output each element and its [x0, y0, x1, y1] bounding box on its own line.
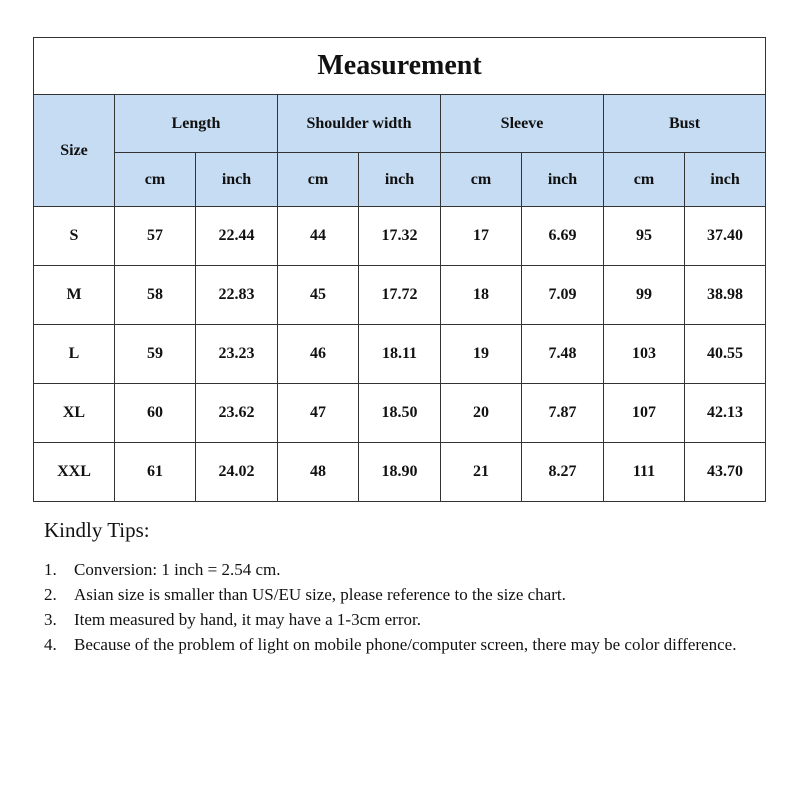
table-title: Measurement — [34, 38, 766, 95]
tips-title: Kindly Tips: — [44, 518, 150, 542]
value-cell: 57 — [115, 207, 196, 266]
value-cell: 7.09 — [522, 266, 604, 325]
shoulder-width-header: Shoulder width — [278, 95, 441, 153]
value-cell: 107 — [604, 384, 685, 443]
value-cell: 99 — [604, 266, 685, 325]
tip-item — [44, 557, 764, 582]
value-cell: 19 — [441, 325, 522, 384]
value-cell: 8.27 — [522, 443, 604, 502]
value-cell: 46 — [278, 325, 359, 384]
sleeve-header: Sleeve — [441, 95, 604, 153]
size-header: Size — [34, 95, 115, 207]
tip-text: Conversion: 1 inch = 2.54 cm. — [74, 560, 281, 579]
unit-header-inch: inch — [685, 153, 766, 207]
value-cell: 45 — [278, 266, 359, 325]
unit-header-cm: cm — [278, 153, 359, 207]
value-cell: 42.13 — [685, 384, 766, 443]
value-cell: 61 — [115, 443, 196, 502]
value-cell: 7.87 — [522, 384, 604, 443]
value-cell: 47 — [278, 384, 359, 443]
size-cell: S — [34, 207, 115, 266]
size-cell: XL — [34, 384, 115, 443]
value-cell: 17.32 — [359, 207, 441, 266]
value-cell: 23.23 — [196, 325, 278, 384]
unit-header-inch: inch — [196, 153, 278, 207]
value-cell: 43.70 — [685, 443, 766, 502]
value-cell: 18 — [441, 266, 522, 325]
tip-number: 1. — [44, 560, 57, 579]
value-cell: 22.83 — [196, 266, 278, 325]
value-cell: 22.44 — [196, 207, 278, 266]
tip-text: Asian size is smaller than US/EU size, please reference to the size chart. — [74, 585, 566, 604]
measurement-table — [33, 37, 766, 502]
tip-item — [44, 607, 764, 632]
value-cell: 60 — [115, 384, 196, 443]
size-chart — [33, 37, 765, 502]
unit-header-inch: inch — [522, 153, 604, 207]
tips-list — [44, 557, 764, 657]
unit-header-cm: cm — [441, 153, 522, 207]
tip-item — [44, 582, 764, 607]
value-cell: 6.69 — [522, 207, 604, 266]
length-header: Length — [115, 95, 278, 153]
table-row — [34, 207, 766, 266]
table-body — [34, 207, 766, 502]
unit-header-inch: inch — [359, 153, 441, 207]
value-cell: 48 — [278, 443, 359, 502]
tip-text: Because of the problem of light on mobile phone/computer screen, there may be color difference. — [74, 635, 737, 654]
value-cell: 17.72 — [359, 266, 441, 325]
tip-text: Item measured by hand, it may have a 1-3cm error. — [74, 610, 421, 629]
value-cell: 21 — [441, 443, 522, 502]
value-cell: 23.62 — [196, 384, 278, 443]
value-cell: 24.02 — [196, 443, 278, 502]
value-cell: 37.40 — [685, 207, 766, 266]
size-cell: L — [34, 325, 115, 384]
value-cell: 103 — [604, 325, 685, 384]
value-cell: 111 — [604, 443, 685, 502]
tip-number: 3. — [44, 610, 57, 629]
tip-number: 4. — [44, 635, 57, 654]
value-cell: 18.50 — [359, 384, 441, 443]
bust-header: Bust — [604, 95, 766, 153]
size-cell: M — [34, 266, 115, 325]
value-cell: 95 — [604, 207, 685, 266]
tip-item — [44, 632, 764, 657]
value-cell: 18.90 — [359, 443, 441, 502]
value-cell: 38.98 — [685, 266, 766, 325]
table-row — [34, 266, 766, 325]
tip-number: 2. — [44, 585, 57, 604]
table-row — [34, 325, 766, 384]
value-cell: 7.48 — [522, 325, 604, 384]
value-cell: 20 — [441, 384, 522, 443]
value-cell: 58 — [115, 266, 196, 325]
value-cell: 44 — [278, 207, 359, 266]
table-row — [34, 443, 766, 502]
value-cell: 17 — [441, 207, 522, 266]
value-cell: 40.55 — [685, 325, 766, 384]
value-cell: 18.11 — [359, 325, 441, 384]
size-cell: XXL — [34, 443, 115, 502]
unit-header-cm: cm — [604, 153, 685, 207]
value-cell: 59 — [115, 325, 196, 384]
table-row — [34, 384, 766, 443]
kindly-tips — [44, 518, 764, 657]
unit-header-cm: cm — [115, 153, 196, 207]
